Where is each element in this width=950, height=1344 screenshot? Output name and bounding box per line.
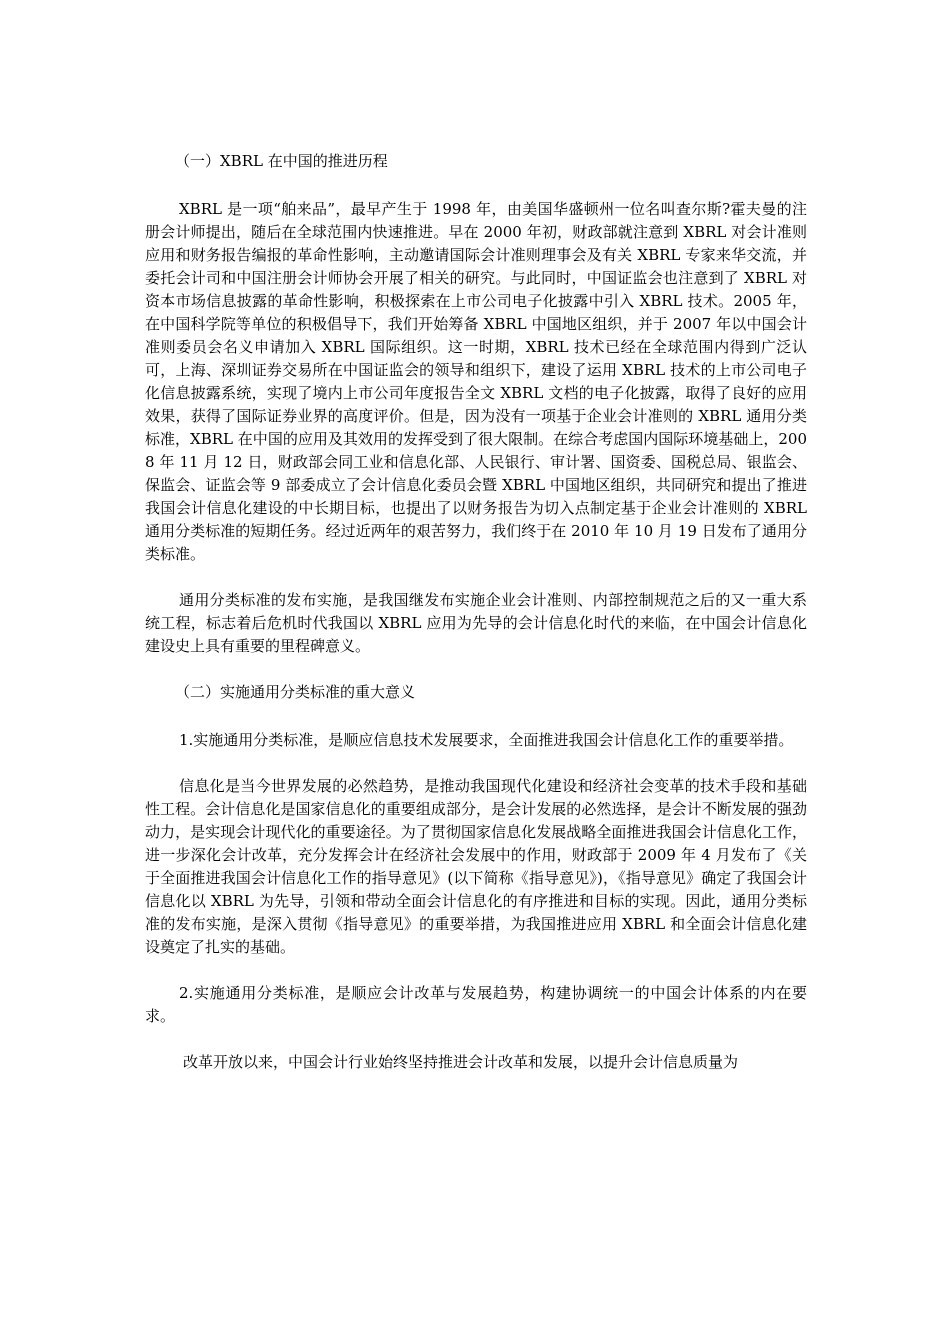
paragraph-xbrl-history: XBRL 是一项“舶来品”，最早产生于 1998 年，由美国华盛顿州一位名叫查尔斯?霍夫曼的注册会计师提出，随后在全球范围内快速推进。早在 2000 年初，财政部就注意到 XBRL 对会计准则应用和财务报告编报的革命性影响，主动邀请国际会计准则理事会及有关 XBRL 专家来华交流，并委托会计司和中国注册会计师协会开展了相关的研究。与此同时，中国证监会也注意到了 XBRL 对资本市场信息披露的革命性影响，积极探索在上市公司电子化披露中引入 XBRL 技术。2005 年，在中国科学院等单位的积极倡导下，我们开始筹备 XBRL 中国地区组织，并于 2007 年以中国会计准则委员会名义申请加入 XBRL 国际组织。这一时期，XBRL 技术已经在全球范围内得到广泛认可，上海、深圳证券交易所在中国证监会的领导和组织下，建设了运用 XBRL 技术的上市公司电子化信息披露系统，实现了境内上市公司年度报告全文 XBRL 文档的电子化披露，取得了良好的应用效果，获得了国际证券业界的高度评价。但是，因为没有一项基于企业会计准则的 XBRL 通用分类标准，XBRL 在中国的应用及其效用的发挥受到了很大限制。在综合考虑国内国际环境基础上，2008 年 11 月 12 日，财政部会同工业和信息化部、人民银行、审计署、国资委、国税总局、银监会、保监会、证监会等 9 部委成立了会计信息化委员会暨 XBRL 中国地区组织，共同研究和提出了推进我国会计信息化建设的中长期目标，也提出了以财务报告为切入点制定基于企业会计准则的 XBRL 通用分类标准的短期任务。经过近两年的艰苦努力，我们终于在 2010 年 10 月 19 日发布了通用分类标准。: [145, 200, 807, 563]
paragraph-point-1: 1.实施通用分类标准，是顺应信息技术发展要求，全面推进我国会计信息化工作的重要举措。: [179, 731, 794, 749]
paragraph-informatization: 信息化是当今世界发展的必然趋势，是推动我国现代化建设和经济社会变革的技术手段和基础性工程。会计信息化是国家信息化的重要组成部分，是会计发展的必然选择，是会计不断发展的强劲动力，是实现会计现代化的重要途径。为了贯彻国家信息化发展战略全面推进我国会计信息化工作，进一步深化会计改革，充分发挥会计在经济社会发展中的作用，财政部于 2009 年 4 月发布了《关于全面推进我国会计信息化工作的指导意见》(以下简称《指导意见》)，《指导意见》确定了我国会计信息化以 XBRL 为先导，引领和带动全面会计信息化的有序推进和目标的实现。因此，通用分类标准的发布实施，是深入贯彻《指导意见》的重要举措，为我国推进应用 XBRL 和全面会计信息化建设奠定了扎实的基础。: [145, 777, 807, 956]
section-heading-1: （一）XBRL 在中国的推进历程: [175, 152, 388, 170]
paragraph-reform: 改革开放以来，中国会计行业始终坚持推进会计改革和发展，以提升会计信息质量为: [183, 1053, 739, 1071]
document-body: [145, 150, 807, 1097]
paragraph-milestone: 通用分类标准的发布实施，是我国继发布实施企业会计准则、内部控制规范之后的又一重大系统工程，标志着后危机时代我国以 XBRL 应用为先导的会计信息化时代的来临，在中国会计信息化建设史上具有重要的里程碑意义。: [145, 591, 807, 655]
paragraph-point-2: 2.实施通用分类标准，是顺应会计改革与发展趋势，构建协调统一的中国会计体系的内在要求。: [145, 984, 807, 1025]
section-heading-2: （二）实施通用分类标准的重大意义: [175, 683, 416, 701]
